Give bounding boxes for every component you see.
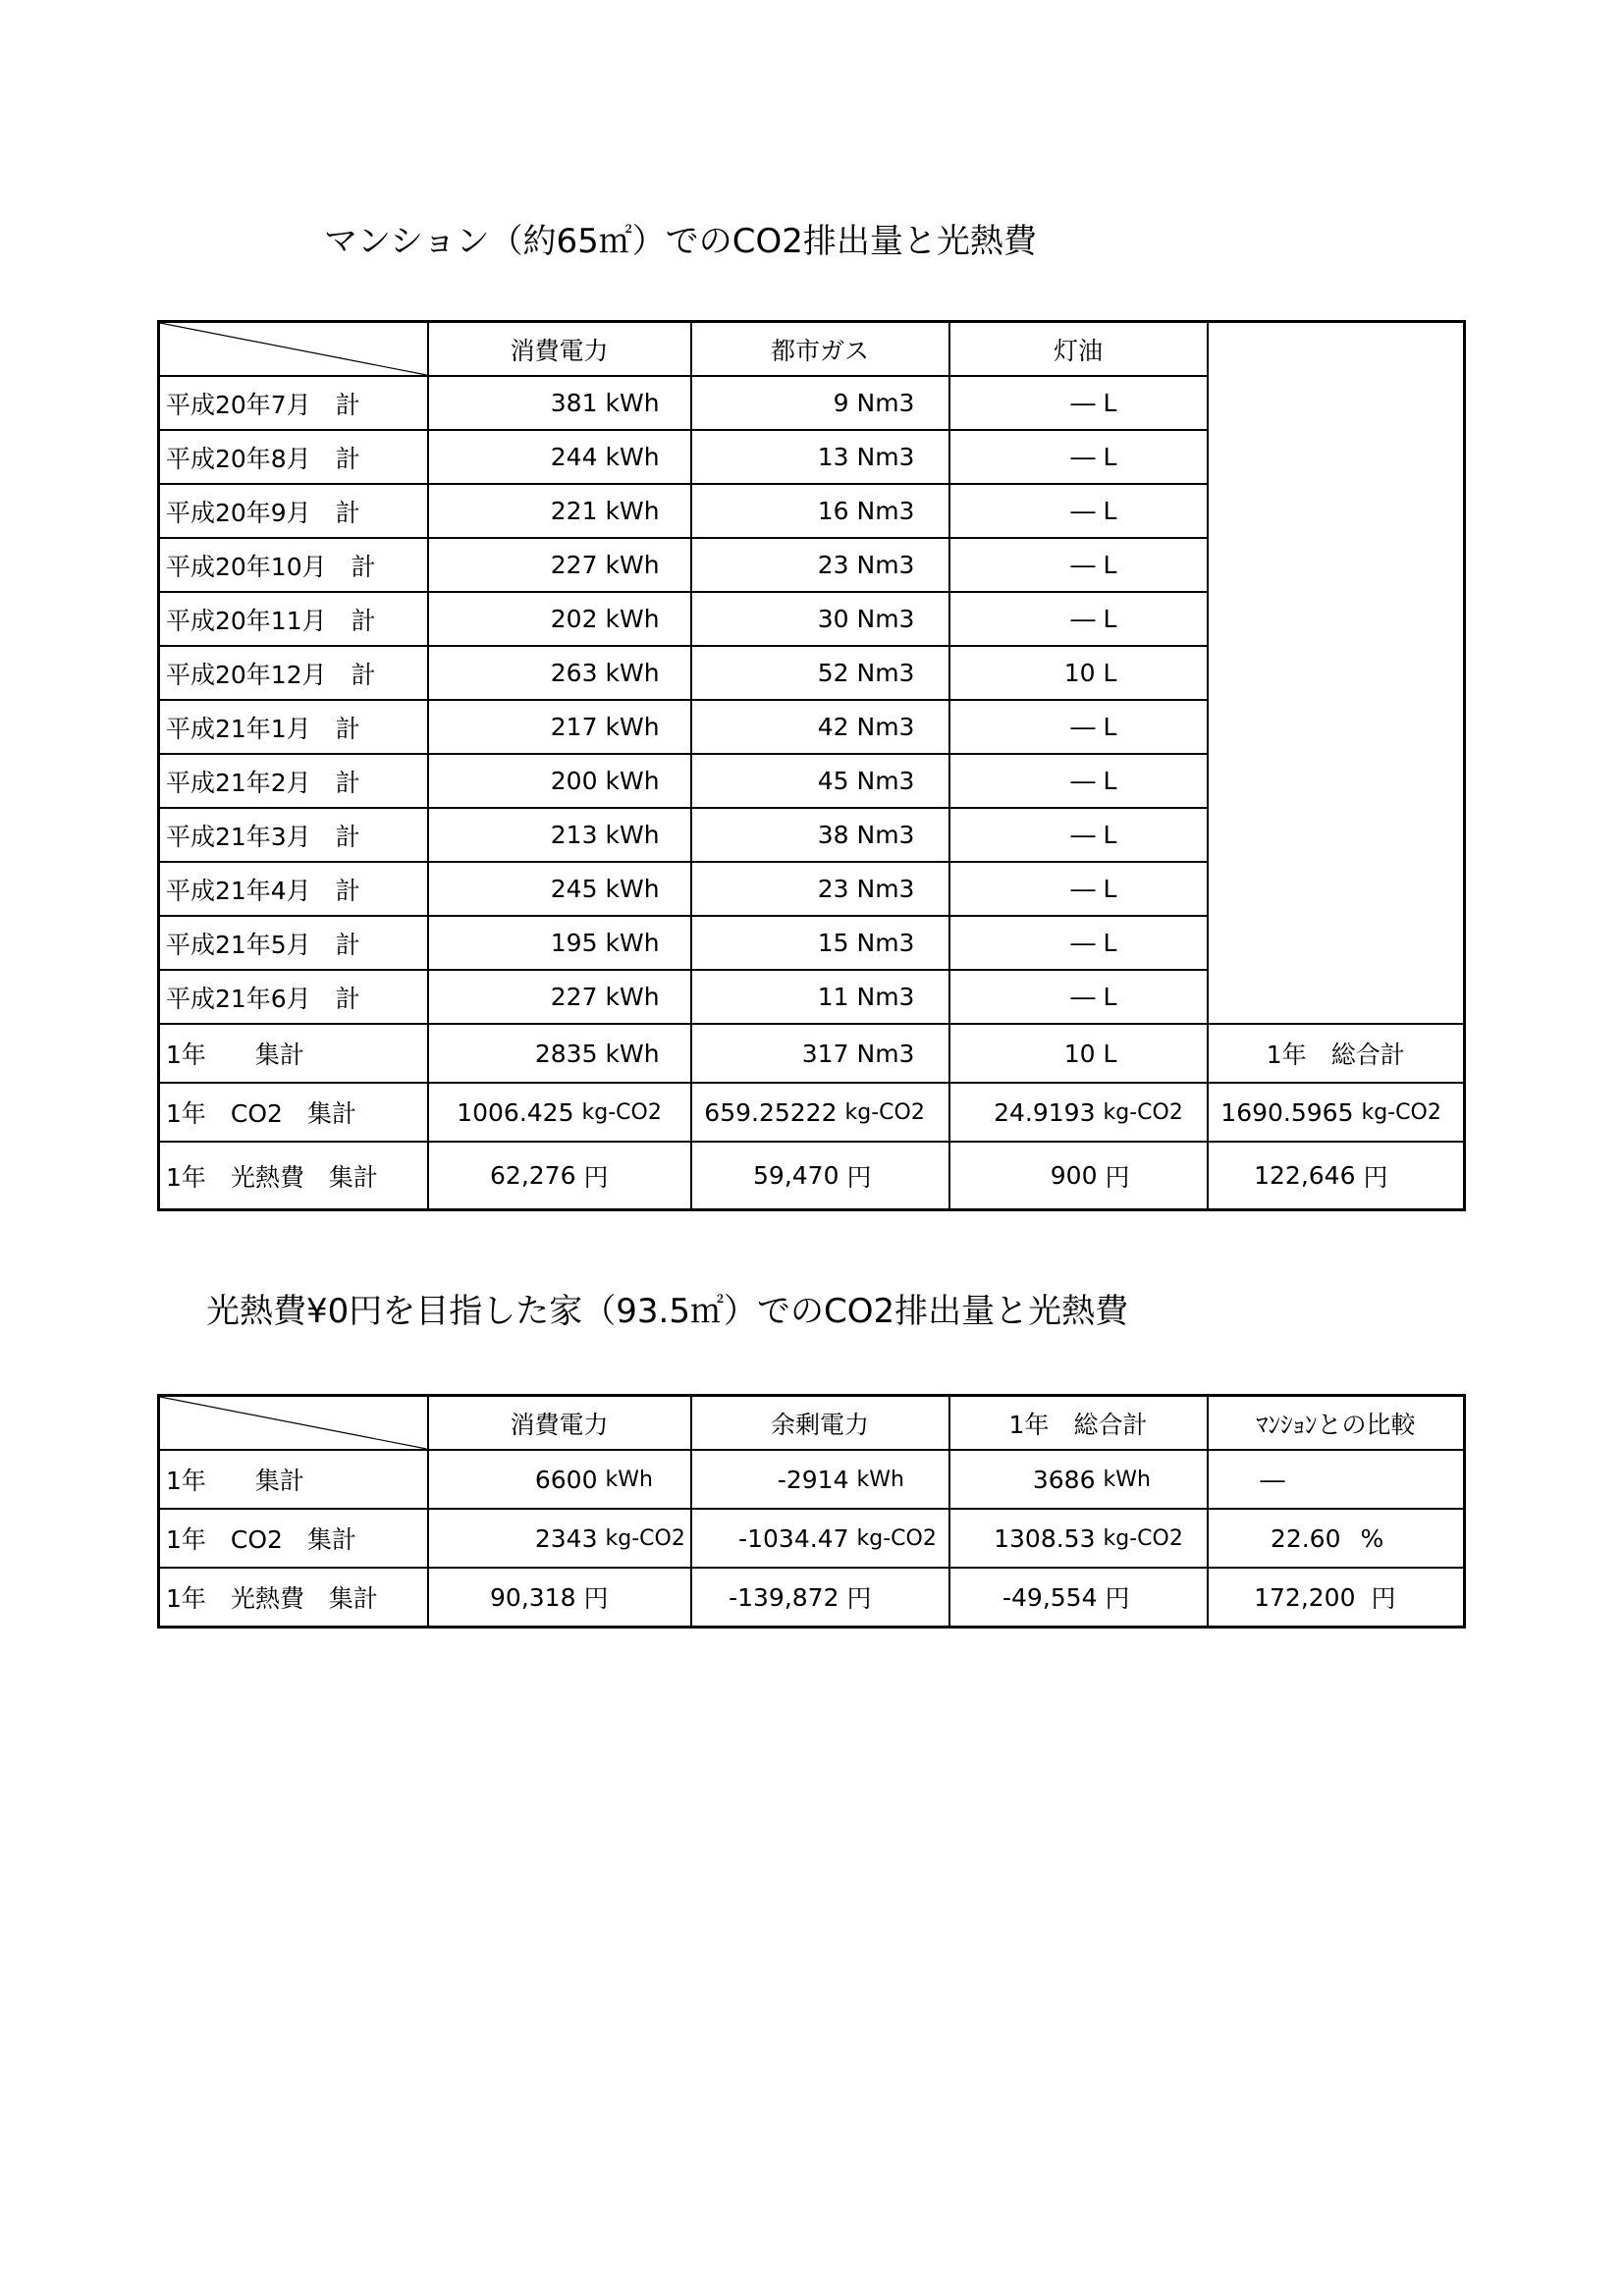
row-label: 平成20年7月 計 — [159, 376, 428, 430]
table-cell: 227 kWh — [428, 538, 691, 592]
empty-cell — [1208, 646, 1465, 700]
empty-cell — [1208, 808, 1465, 862]
table-cell: ― L — [949, 916, 1208, 970]
header-kerosene: 灯油 — [949, 322, 1208, 377]
table-row — [159, 1509, 1465, 1568]
table-cell: 2343 kg-CO2 — [428, 1509, 691, 1568]
table-cell: 23 Nm3 — [691, 862, 949, 916]
table-cell: 30 Nm3 — [691, 592, 949, 646]
header-row — [159, 1396, 1465, 1451]
empty-cell — [1208, 592, 1465, 646]
table-cell: 16 Nm3 — [691, 484, 949, 538]
table-cell: ― L — [949, 592, 1208, 646]
table-cell: ― L — [949, 754, 1208, 808]
empty-cell — [1208, 376, 1465, 430]
table-row — [159, 646, 1465, 700]
table-cell: 317 Nm3 — [691, 1024, 949, 1083]
table-cell: 9 Nm3 — [691, 376, 949, 430]
table-cell: 227 kWh — [428, 970, 691, 1024]
table-cell: 38 Nm3 — [691, 808, 949, 862]
empty-cell — [1208, 700, 1465, 754]
header-electricity: 消費電力 — [428, 322, 691, 377]
table-cell: 62,276 円 — [428, 1142, 691, 1210]
table-cell: 24.9193 kg-CO2 — [949, 1083, 1208, 1142]
table-cell: ― — [1208, 1450, 1465, 1509]
table-row — [159, 538, 1465, 592]
row-label: 平成21年2月 計 — [159, 754, 428, 808]
table-cell: 90,318 円 — [428, 1568, 691, 1628]
page-title-mansion: マンション（約65㎡）でのCO2排出量と光熱費 — [324, 222, 1037, 261]
diagonal-line-icon — [160, 1397, 427, 1449]
table-row — [159, 700, 1465, 754]
row-label: 平成20年10月 計 — [159, 538, 428, 592]
table-cell: 42 Nm3 — [691, 700, 949, 754]
table-cell: 1006.425 kg-CO2 — [428, 1083, 691, 1142]
header-grand-total: 1年 総合計 — [949, 1396, 1208, 1451]
table-cell: 13 Nm3 — [691, 430, 949, 484]
table-row — [159, 916, 1465, 970]
table-cell: 221 kWh — [428, 484, 691, 538]
table-cell: 195 kWh — [428, 916, 691, 970]
row-label: 1年 CO2 集計 — [159, 1509, 428, 1568]
row-label: 平成20年12月 計 — [159, 646, 428, 700]
table-cell: -1034.47 kg-CO2 — [691, 1509, 949, 1568]
table-row — [159, 862, 1465, 916]
table-cell: 1690.5965 kg-CO2 — [1208, 1083, 1465, 1142]
table-cell: -139,872 円 — [691, 1568, 949, 1628]
empty-cell — [1208, 916, 1465, 970]
header-city-gas: 都市ガス — [691, 322, 949, 377]
table-cell: 200 kWh — [428, 754, 691, 808]
table-cell: 659.25222 kg-CO2 — [691, 1083, 949, 1142]
row-label: 1年 集計 — [159, 1024, 428, 1083]
header-electricity: 消費電力 — [428, 1396, 691, 1451]
table-cell: 52 Nm3 — [691, 646, 949, 700]
header-grand-total: 1年 総合計 — [1208, 1024, 1465, 1083]
table-cell: ― L — [949, 376, 1208, 430]
table-cell: 10 L — [949, 646, 1208, 700]
page-title-zero-cost-house: 光熱費¥0円を目指した家（93.5㎡）でのCO2排出量と光熱費 — [206, 1292, 1129, 1331]
table-cell: ― L — [949, 808, 1208, 862]
table-cell: ― L — [949, 700, 1208, 754]
row-label: 平成21年3月 計 — [159, 808, 428, 862]
table-cell: ― L — [949, 484, 1208, 538]
table-cell: 245 kWh — [428, 862, 691, 916]
diagonal-line-icon — [160, 323, 427, 375]
row-label: 平成21年1月 計 — [159, 700, 428, 754]
empty-cell — [1208, 970, 1465, 1024]
table-cell: 3686 kWh — [949, 1450, 1208, 1509]
table-cell: 244 kWh — [428, 430, 691, 484]
row-label: 1年 CO2 集計 — [159, 1083, 428, 1142]
table-cell: 217 kWh — [428, 700, 691, 754]
mansion-table — [157, 320, 1466, 1211]
row-label: 平成20年11月 計 — [159, 592, 428, 646]
table-cell: 23 Nm3 — [691, 538, 949, 592]
row-label: 1年 光熱費 集計 — [159, 1142, 428, 1210]
table-row — [159, 484, 1465, 538]
empty-cell — [1208, 754, 1465, 808]
table-cell: 6600 kWh — [428, 1450, 691, 1509]
table-cell: 15 Nm3 — [691, 916, 949, 970]
table-cell: 213 kWh — [428, 808, 691, 862]
table-cell: 122,646 円 — [1208, 1142, 1465, 1210]
table-row — [159, 1450, 1465, 1509]
table-row — [159, 376, 1465, 430]
empty-cell — [1208, 538, 1465, 592]
header-row — [159, 322, 1465, 377]
row-label: 平成21年5月 計 — [159, 916, 428, 970]
table-cell: 11 Nm3 — [691, 970, 949, 1024]
table-cell: -49,554 円 — [949, 1568, 1208, 1628]
header-surplus: 余剰電力 — [691, 1396, 949, 1451]
table-cell: ― L — [949, 970, 1208, 1024]
empty-cell — [1208, 484, 1465, 538]
row-label: 1年 集計 — [159, 1450, 428, 1509]
table-cell: 381 kWh — [428, 376, 691, 430]
table-cell: ― L — [949, 862, 1208, 916]
table-row — [159, 808, 1465, 862]
table-cell: 202 kWh — [428, 592, 691, 646]
table-row — [159, 592, 1465, 646]
row-label: 1年 光熱費 集計 — [159, 1568, 428, 1628]
empty-cell — [1208, 430, 1465, 484]
row-label: 平成20年8月 計 — [159, 430, 428, 484]
table-row — [159, 1142, 1465, 1210]
table-cell: 45 Nm3 — [691, 754, 949, 808]
table-cell: 22.60 % — [1208, 1509, 1465, 1568]
corner-cell — [159, 322, 428, 377]
table-row — [159, 970, 1465, 1024]
empty-cell — [1208, 862, 1465, 916]
row-label: 平成20年9月 計 — [159, 484, 428, 538]
zero-cost-house-table — [157, 1394, 1466, 1629]
table-cell: 900 円 — [949, 1142, 1208, 1210]
table-row — [159, 430, 1465, 484]
table-row — [159, 1568, 1465, 1628]
table-cell: 2835 kWh — [428, 1024, 691, 1083]
table-cell: 10 L — [949, 1024, 1208, 1083]
table-row — [159, 754, 1465, 808]
table-row — [159, 1083, 1465, 1142]
table-cell: ― L — [949, 430, 1208, 484]
header-comparison: ﾏﾝｼｮﾝとの比較 — [1208, 1396, 1465, 1451]
table-cell: 59,470 円 — [691, 1142, 949, 1210]
table-cell: 1308.53 kg-CO2 — [949, 1509, 1208, 1568]
row-label: 平成21年4月 計 — [159, 862, 428, 916]
table-row — [159, 1024, 1465, 1083]
table-cell: 263 kWh — [428, 646, 691, 700]
corner-cell — [159, 1396, 428, 1451]
table-cell: ― L — [949, 538, 1208, 592]
row-label: 平成21年6月 計 — [159, 970, 428, 1024]
empty-cell — [1208, 322, 1465, 377]
table-cell: 172,200 円 — [1208, 1568, 1465, 1628]
table-cell: -2914 kWh — [691, 1450, 949, 1509]
